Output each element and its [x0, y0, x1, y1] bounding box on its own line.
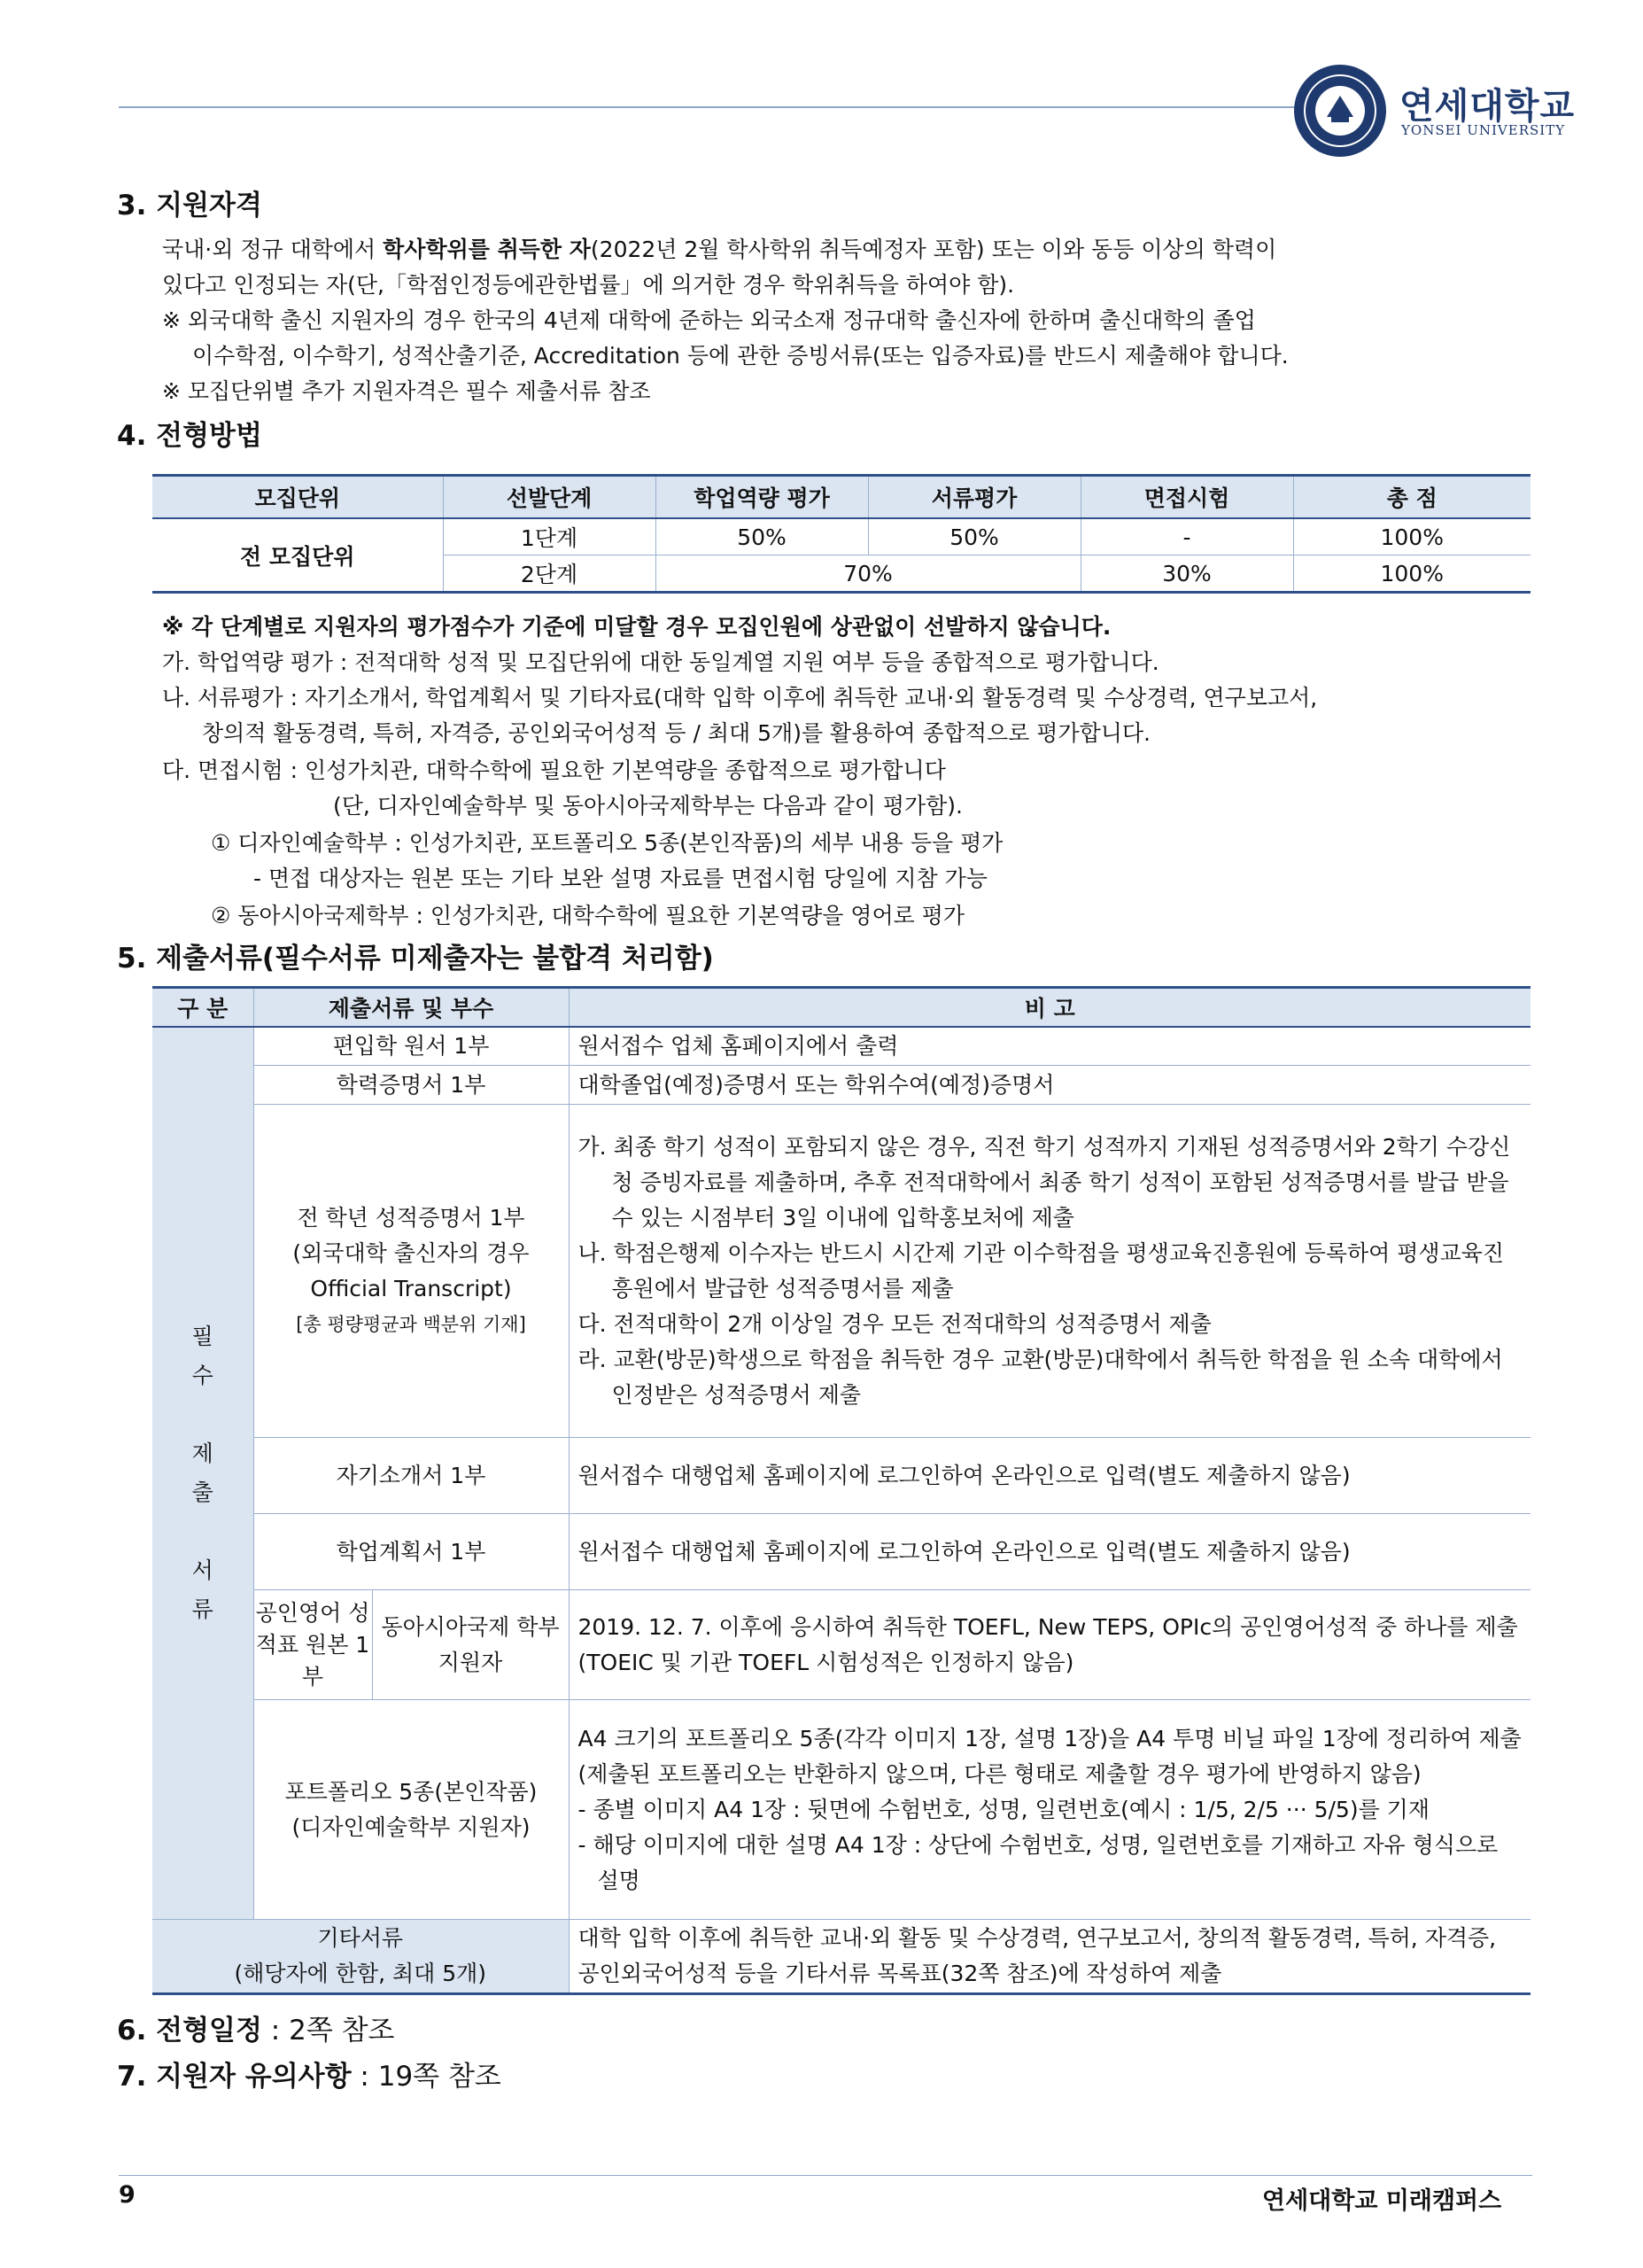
category-char: 제 — [191, 1441, 213, 1466]
document-cell: 학력증명서 1부 — [253, 1066, 569, 1105]
document-cell: 편입학 원서 1부 — [253, 1027, 569, 1066]
table-cell: 50% — [655, 518, 868, 555]
evaluation-table — [152, 474, 1531, 594]
s4-item-da: 다. 면접시험 : 인성가치관, 대학수학에 필요한 기본역량을 종합적으로 평가합니다 — [162, 757, 946, 783]
doc-line: [총 평량평균과 백분위 기재] — [296, 1313, 526, 1335]
table-row — [152, 1105, 1531, 1438]
header-cell: 모집단위 — [152, 476, 443, 519]
category-char: 서 — [191, 1557, 213, 1583]
table-row — [152, 1514, 1531, 1590]
table-cell: - — [1081, 518, 1293, 555]
document-cell: 자기소개서 1부 — [253, 1438, 569, 1514]
table-row — [152, 518, 1531, 555]
table-row — [152, 1066, 1531, 1105]
doc-line: 기타서류 — [317, 1925, 404, 1951]
table-header-row — [152, 476, 1531, 519]
note-cell: 원서접수 대행업체 홈페이지에 로그인하여 온라인으로 입력(별도 제출하지 않음) — [569, 1438, 1531, 1514]
note-cell: 대학 입학 이후에 취득한 교내·외 활동 및 수상경력, 연구보고서, 창의적 활동경력, 특허, 자격증, 공인외국어성적 등을 기타서류 목록표(32쪽 참조)에 작성하여 제출 — [569, 1920, 1531, 1994]
note-cell: 원서접수 대행업체 홈페이지에 로그인하여 온라인으로 입력(별도 제출하지 않음) — [569, 1514, 1531, 1590]
section-3-title: 3. 지원자격 — [117, 190, 262, 221]
note-cell: 2019. 12. 7. 이후에 응시하여 취득한 TOEFL, New TEPS, OPIc의 공인영어성적 중 하나를 제출(TOEIC 및 기관 TOEFL 시험성적은 인정하지 않음) — [569, 1590, 1531, 1700]
page-number: 9 — [119, 2181, 136, 2209]
footer-rule — [119, 2175, 1532, 2176]
header-cell: 학업역량 평가 — [655, 476, 868, 519]
category-char: 수 — [191, 1363, 213, 1388]
table-cell: 50% — [868, 518, 1081, 555]
note-item: 다. 전적대학이 2개 이상일 경우 모든 전적대학의 성적증명서 제출 — [577, 1310, 1212, 1337]
table-row — [152, 1027, 1531, 1066]
category-cell — [152, 1027, 253, 1920]
table-row — [152, 1590, 1531, 1700]
document-cell: 공인영어 성적표 원본 1부 — [253, 1590, 372, 1700]
note-item: 가. 최종 학기 성적이 포함되지 않은 경우, 직전 학기 성적까지 기재된 성적증명서와 2학기 수강신청 증빙자료를 제출하며, 추후 전적대학에서 최종 학기 성적이 포함된 성적증명서를 발급 받을 수 있는 시점부터 3일 이내에 입학홍보처에 제출 — [577, 1133, 1511, 1231]
logo-text-korean: 연세대학교 — [1399, 86, 1576, 127]
table-cell: 30% — [1081, 555, 1293, 593]
table-row — [152, 1700, 1531, 1920]
document-cell — [253, 1105, 569, 1438]
s4-item-c2: ② 동아시아국제학부 : 인성가치관, 대학수학에 필요한 기본역량을 영어로 평가 — [211, 903, 965, 928]
section-4-title: 4. 전형방법 — [117, 420, 262, 452]
note-cell — [569, 1700, 1531, 1920]
section-6-ref: : 2쪽 참조 — [261, 2015, 395, 2047]
header-cell: 비 고 — [569, 988, 1531, 1028]
header-cell: 총 점 — [1293, 476, 1531, 519]
note-item: - 해당 이미지에 대한 설명 A4 1장 : 상단에 수험번호, 성명, 일련번호를 기재하고 자유 형식으로 설명 — [577, 1831, 1499, 1893]
table-cell: 100% — [1293, 518, 1531, 555]
s3-line-2: 있다고 인정되는 자(단,「학점인정등에관한법률」에 의거한 경우 학위취득을 하여야 함). — [162, 272, 1015, 298]
section-7-title: 7. 지원자 유의사항 — [117, 2061, 352, 2093]
university-seal-icon — [1291, 62, 1389, 159]
section-7 — [117, 2059, 501, 2094]
doc-line: (디자인예술학부 지원자) — [291, 1814, 531, 1840]
note-cell — [569, 1105, 1531, 1438]
header-rule — [119, 106, 1297, 108]
table-cell: 1단계 — [443, 518, 655, 555]
section-7-ref: : 19쪽 참조 — [351, 2061, 501, 2093]
note-item: A4 크기의 포트폴리오 5종(각각 이미지 1장, 설명 1장)을 A4 투명 비닐 파일 1장에 정리하여 제출(제출된 포트폴리오는 반환하지 않으며, 다른 형태로 제출할 경우 평가에 반영하지 않음) — [577, 1725, 1522, 1787]
table-cell: 100% — [1293, 555, 1531, 593]
category-char: 필 — [191, 1324, 213, 1349]
unit-cell: 전 모집단위 — [152, 518, 443, 593]
table-header-row — [152, 988, 1531, 1028]
note-item: - 종별 이미지 A4 1장 : 뒷면에 수험번호, 성명, 일련번호(예시 : 1/5, 2/5 ··· 5/5)를 기재 — [577, 1796, 1430, 1822]
s3-note-1-cont: 이수학점, 이수학기, 성적산출기준, Accreditation 등에 관한 증빙서류(또는 입증자료)를 반드시 제출해야 합니다. — [192, 343, 1289, 369]
s3-note-1: ※ 외국대학 출신 지원자의 경우 한국의 4년제 대학에 준하는 외국소재 정규대학 출신자에 한하며 출신대학의 졸업 — [162, 307, 1256, 333]
s4-item-na-cont: 창의적 활동경력, 특허, 자격증, 공인외국어성적 등 / 최대 5개)를 활용하여 종합적으로 평가합니다. — [202, 720, 1151, 746]
header-cell: 면접시험 — [1081, 476, 1293, 519]
document-cell: 학업계획서 1부 — [253, 1514, 569, 1590]
note-cell: 원서접수 업체 홈페이지에서 출력 — [569, 1027, 1531, 1066]
category-cell — [152, 1920, 569, 1994]
note-item: 라. 교환(방문)학생으로 학점을 취득한 경우 교환(방문)대학에서 취득한 학점을 원 소속 대학에서 인정받은 성적증명서 제출 — [577, 1346, 1503, 1408]
category-char — [153, 1395, 252, 1434]
category-char: 출 — [191, 1480, 213, 1505]
category-char — [153, 1512, 252, 1551]
s4-item-ga: 가. 학업역량 평가 : 전적대학 성적 및 모집단위에 대한 동일계열 지원 여부 등을 종합적으로 평가합니다. — [162, 649, 1159, 675]
document-cell: 동아시아국제 학부 지원자 — [372, 1590, 569, 1700]
note-item: 나. 학점은행제 이수자는 반드시 시간제 기관 이수학점을 평생교육진흥원에 등록하여 평생교육진흥원에서 발급한 성적증명서를 제출 — [577, 1239, 1504, 1301]
doc-line: (해당자에 한함, 최대 5개) — [234, 1961, 487, 1986]
documents-table — [152, 986, 1531, 1995]
footer-campus: 연세대학교 미래캠퍼스 — [1262, 2187, 1502, 2215]
table-row — [152, 1438, 1531, 1514]
s3-line-1: 국내·외 정규 대학에서 학사학위를 취득한 자(2022년 2월 학사학위 취득예정자 포함) 또는 이와 동등 이상의 학력이 — [162, 237, 1277, 262]
note-cell: 대학졸업(예정)증명서 또는 학위수여(예정)증명서 — [569, 1066, 1531, 1105]
s4-item-na: 나. 서류평가 : 자기소개서, 학업계획서 및 기타자료(대학 입학 이후에 취득한 교내·외 활동경력 및 수상경력, 연구보고서, — [162, 685, 1318, 711]
logo-text-english: YONSEI UNIVERSITY — [1401, 122, 1566, 138]
s4-item-da-cont: (단, 디자인예술학부 및 동아시아국제학부는 다음과 같이 평가함). — [333, 793, 963, 819]
section-5-title: 5. 제출서류(필수서류 미제출자는 불합격 처리함) — [117, 943, 714, 975]
header-cell: 서류평가 — [868, 476, 1081, 519]
header-cell: 구 분 — [152, 988, 253, 1028]
table-row — [152, 1920, 1531, 1994]
s4-warning: ※ 각 단계별로 지원자의 평가점수가 기준에 미달할 경우 모집인원에 상관없이 선발하지 않습니다. — [162, 614, 1112, 640]
section-6 — [117, 2013, 395, 2048]
table-cell: 70% — [655, 555, 1081, 593]
doc-line: 포트폴리오 5종(본인작품) — [284, 1778, 538, 1805]
doc-line: (외국대학 출신자의 경우 — [292, 1239, 530, 1266]
header-cell: 제출서류 및 부수 — [253, 988, 569, 1028]
s3-note-2: ※ 모집단위별 추가 지원자격은 필수 제출서류 참조 — [162, 378, 651, 404]
document-cell — [253, 1700, 569, 1920]
section-6-title: 6. 전형일정 — [117, 2015, 262, 2047]
s4-item-c1-sub: - 면접 대상자는 원본 또는 기타 보완 설명 자료를 면접시험 당일에 지참 가능 — [253, 866, 988, 891]
category-char: 류 — [191, 1596, 213, 1622]
doc-line: Official Transcript) — [310, 1275, 512, 1301]
s4-item-c1: ① 디자인예술학부 : 인성가치관, 포트폴리오 5종(본인작품)의 세부 내용 등을 평가 — [211, 830, 1004, 856]
doc-line: 전 학년 성적증명서 1부 — [297, 1204, 525, 1231]
table-cell: 2단계 — [443, 555, 655, 593]
header-cell: 선발단계 — [443, 476, 655, 519]
